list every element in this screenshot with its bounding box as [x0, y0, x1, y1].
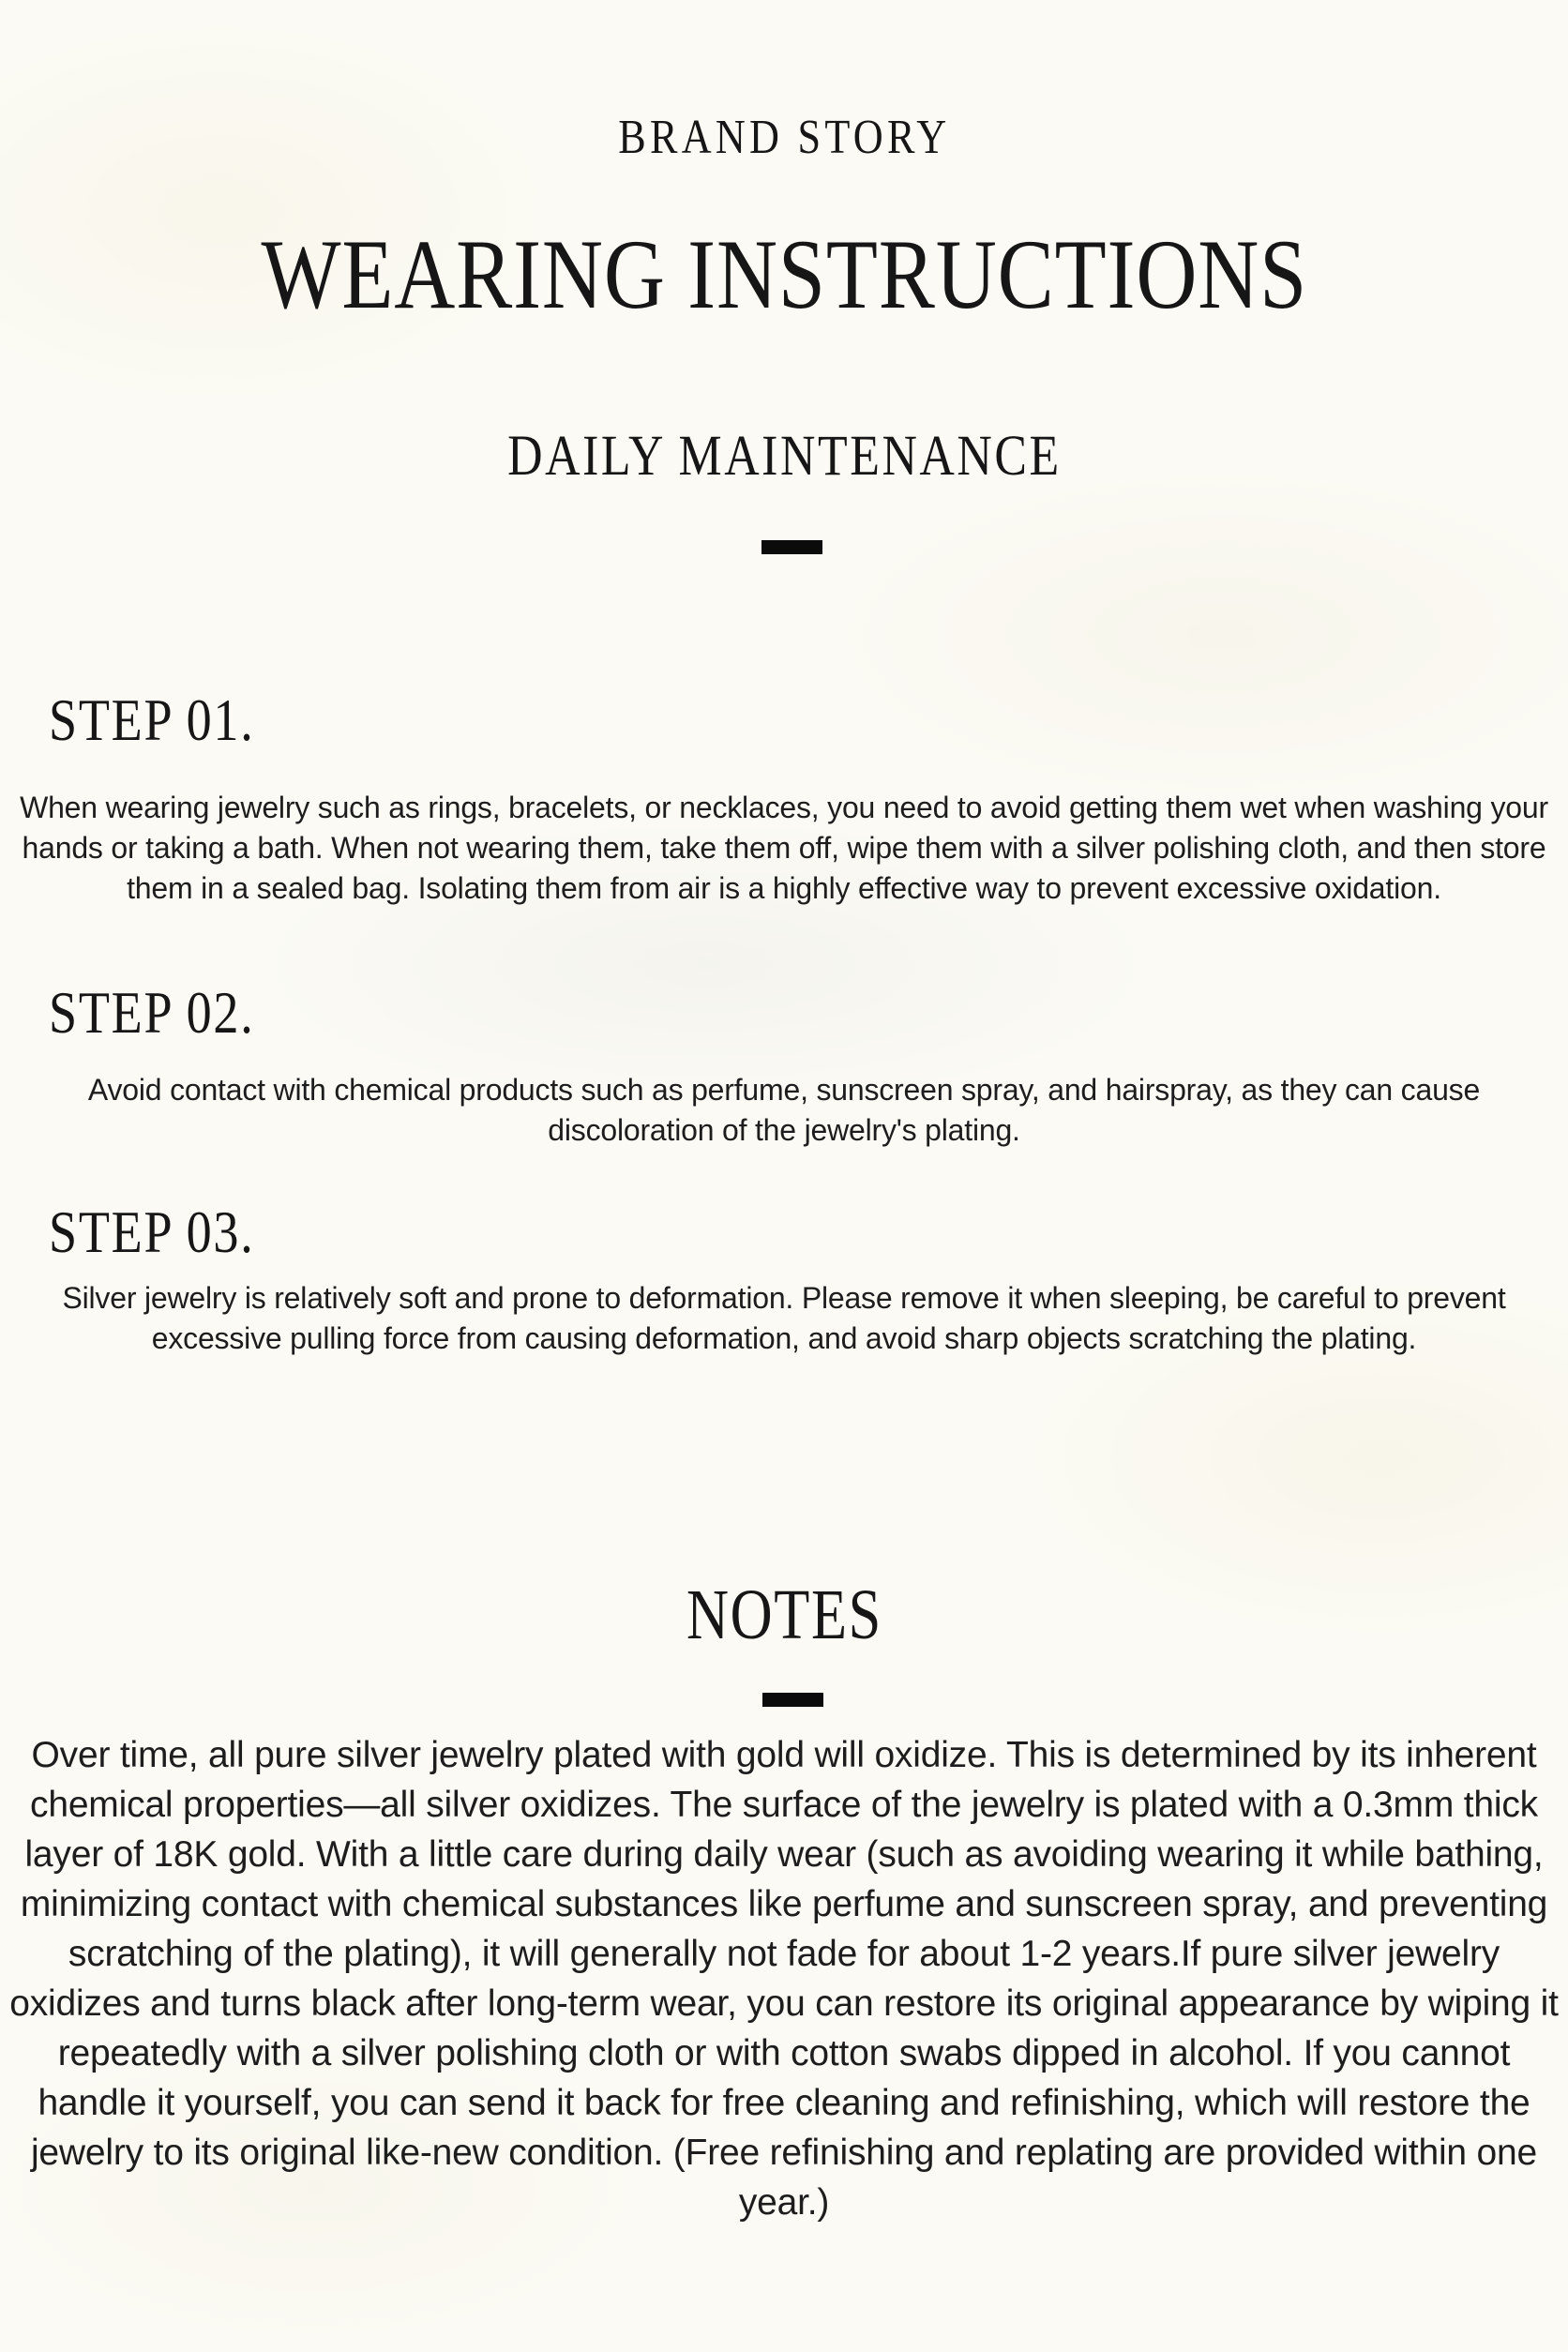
- step-03-text: Silver jewelry is relatively soft and prone to deformation. Please remove it when sleeping, be careful to prevent excessive pulling force from causing deformation, and avoid sharp objects scratching the plating.: [62, 1281, 1506, 1355]
- step-03-label: [49, 1199, 288, 1265]
- step-02-label-text: STEP 02.: [49, 980, 255, 1046]
- daily-maintenance-heading-text: DAILY MAINTENANCE: [506, 425, 1062, 488]
- daily-maintenance-heading: [0, 425, 1568, 488]
- step-01-label: [49, 687, 288, 753]
- notes-divider-bar: [762, 1693, 823, 1707]
- step-03-label-text: STEP 03.: [49, 1199, 255, 1265]
- step-02-label: [49, 980, 288, 1046]
- step-01-label-text: STEP 01.: [49, 687, 255, 753]
- brand-story-eyebrow: [0, 113, 1568, 162]
- brand-story-eyebrow-text: BRAND STORY: [617, 111, 951, 164]
- step-01-text: When wearing jewelry such as rings, bracelets, or necklaces, you need to avoid getting them wet when washing your hands or taking a bath. When not wearing them, take them off, wipe them with a silver polishing cloth, and then store them in a sealed bag. Isolating them from air is a highly effective way to prevent excessive oxidation.: [20, 791, 1548, 905]
- page-title: [0, 219, 1568, 329]
- notes-text: Over time, all pure silver jewelry plated with gold will oxidize. This is determined by its inherent chemical properties—all silver oxidizes. The surface of the jewelry is plated with a 0.3mm thick layer of 18K gold. With a little care during daily wear (such as avoiding wearing it while bathing, minimizing contact with chemical substances like perfume and sunscreen spray, and preventing scratching of the plating), it will generally not fade for about 1-2 years.If pure silver jewelry oxidizes and turns black after long-term wear, you can restore its original appearance by wiping it repeatedly with a silver polishing cloth or with cotton swabs dipped in alcohol. If you cannot handle it yourself, you can send it back for free cleaning and refinishing, which will restore the jewelry to its original like-new condition. (Free refinishing and replating are provided within one year.): [9, 1735, 1559, 2223]
- notes-heading: [0, 1576, 1568, 1654]
- page-title-text: WEARING INSTRUCTIONS: [261, 219, 1307, 329]
- maintenance-divider-bar: [761, 540, 822, 554]
- notes-heading-text: NOTES: [686, 1576, 882, 1654]
- step-02-text: Avoid contact with chemical products such as perfume, sunscreen spray, and hairspray, as they can cause discoloration of the jewelry's plating.: [87, 1073, 1481, 1147]
